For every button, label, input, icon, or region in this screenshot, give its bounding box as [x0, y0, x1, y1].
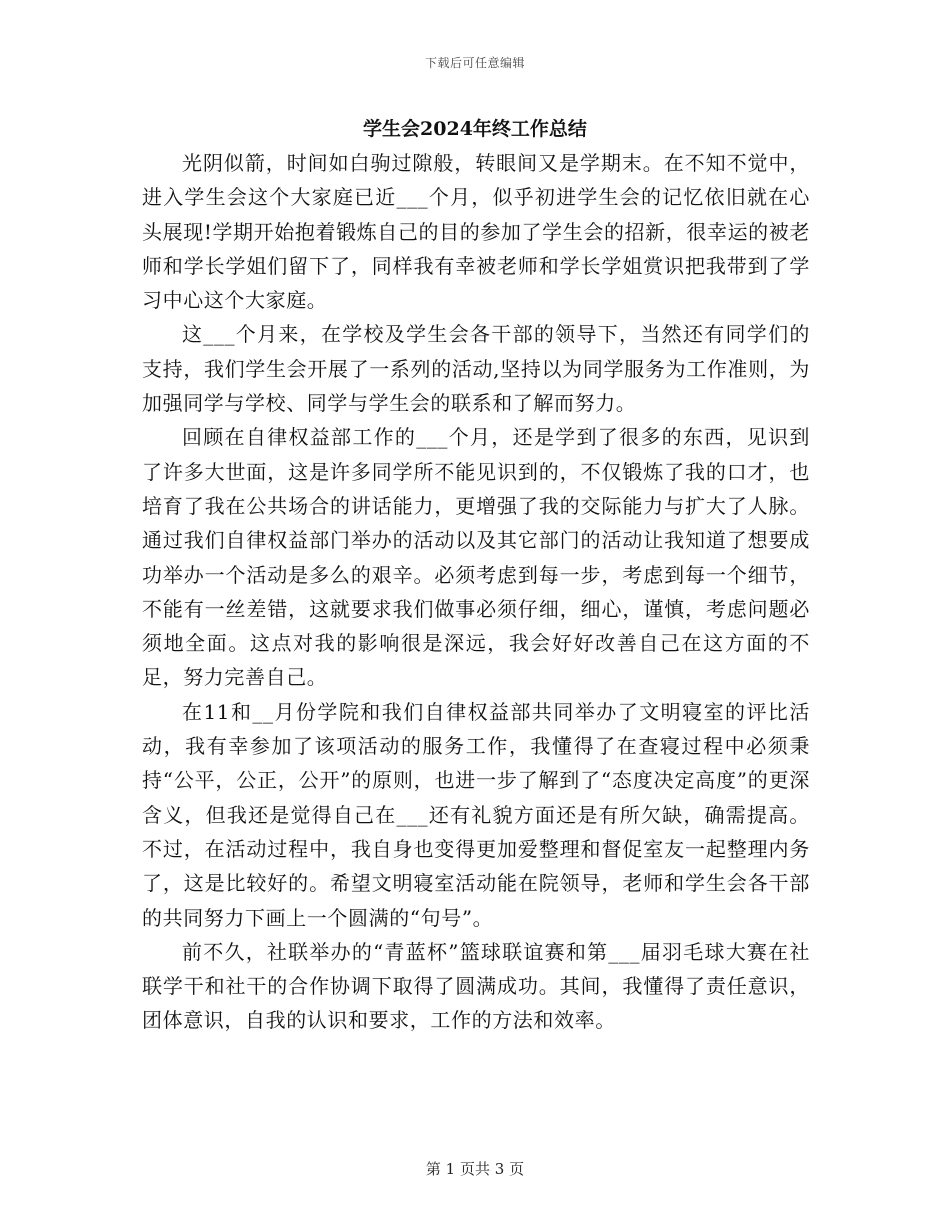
paragraph: 这___个月来，在学校及学生会各干部的领导下，当然还有同学们的支持，我们学生会开展了一系列的活动,坚持以为同学服务为工作准则，为加强同学与学校、同学与学生会的联系和了解而努力。 — [142, 322, 810, 416]
paragraph: 在11和__月份学院和我们自律权益部共同举办了文明寝室的评比活动，我有幸参加了该项活动的服务工作，我懂得了在查寝过程中必须秉持“公平，公正，公开”的原则，也进一步了解到了“态度决定高度”的更深含义，但我还是觉得自己在___还有礼貌方面还是有所欠缺，确需提高。不过，在活动过程中，我自身也变得更加爱整理和督促室友一起整理内务了，这是比较好的。希望文明寝室活动能在院领导，老师和学生会各干部的共同努力下画上一个圆满的“句号”。 — [142, 699, 810, 930]
document-body — [142, 146, 810, 1038]
header-note: 下载后可任意编辑 — [424, 56, 525, 70]
paragraph: 前不久，社联举办的“青蓝杯”篮球联谊赛和第___届羽毛球大赛在社联学干和社干的合作协调下取得了圆满成功。其间，我懂得了责任意识，团体意识，自我的认识和要求，工作的方法和效率。 — [142, 939, 810, 1033]
paragraph: 光阴似箭，时间如白驹过隙般，转眼间又是学期末。在不知不觉中，进入学生会这个大家庭已近___个月，似乎初进学生会的记忆依旧就在心头展现!学期开始抱着锻炼自己的目的参加了学生会的招新，很幸运的被老师和学长学姐们留下了，同样我有幸被老师和学长学姐赏识把我带到了学习中心这个大家庭。 — [142, 151, 810, 313]
document-title: 学生会2024年终工作总结 — [363, 118, 587, 140]
paragraph: 回顾在自律权益部工作的___个月，还是学到了很多的东西，见识到了许多大世面，这是许多同学所不能见识到的，不仅锻炼了我的口才，也培育了我在公共场合的讲话能力，更增强了我的交际能力与扩大了人脉。通过我们自律权益部门举办的活动以及其它部门的活动让我知道了想要成功举办一个活动是多么的艰辛。必须考虑到每一步，考虑到每一个细节，不能有一丝差错，这就要求我们做事必须仔细，细心，谨慎，考虑问题必须地全面。这点对我的影响很是深远，我会好好改善自己在这方面的不足，努力完善自己。 — [142, 425, 810, 690]
page-number-footer: 第 1 页共 3 页 — [425, 1160, 525, 1178]
